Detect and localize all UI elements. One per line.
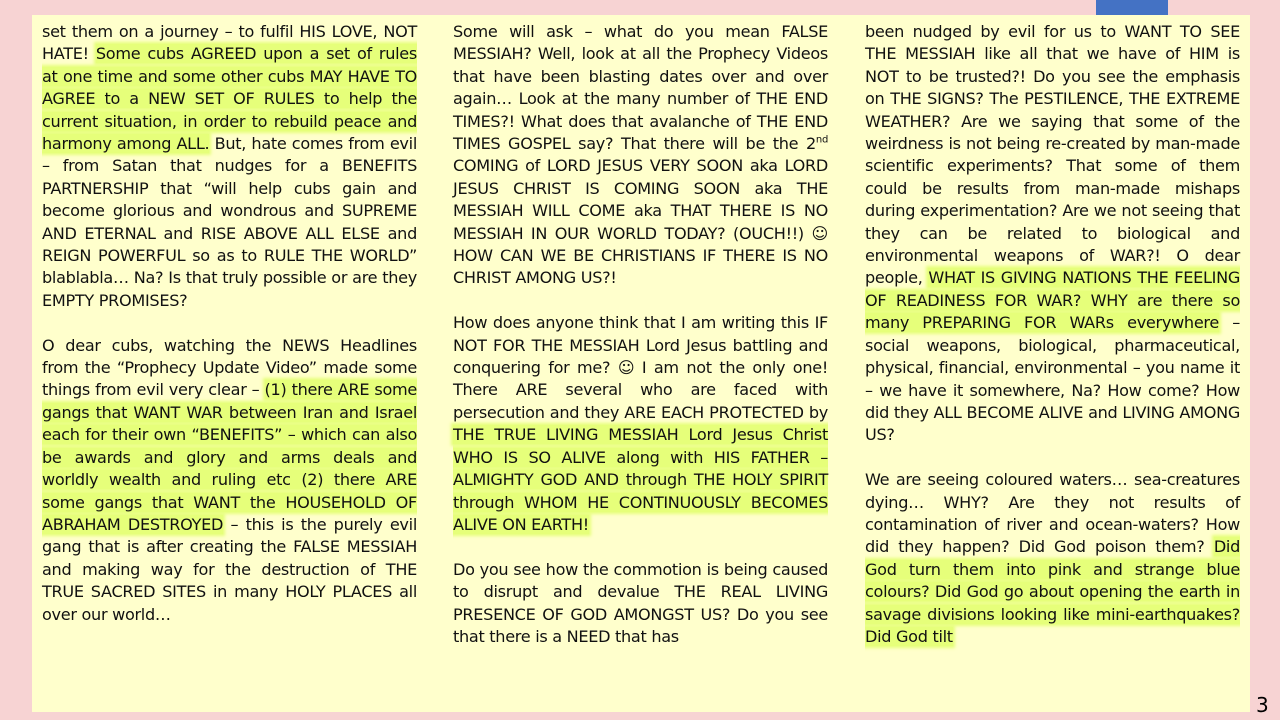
highlighted-text: Some cubs AGREED upon a set of rules at one time and some other cubs MAY HAVE TO AGREE to a NEW SET OF RULES to help the current situation, in order to rebuild peace and harmony among ALL. — [42, 44, 417, 154]
text-run: But, hate comes from evil – from Satan that nudges for a BENEFITS PARTNERSHIP that “will help cubs gain and become glorious and wondrous and SUPREME AND ETERNAL and RISE ABOVE ALL ELSE and REIGN POWERFUL so as to RULE THE WORLD” blablabla… Na? Is that truly possible or are they EMPTY PROMISES? — [42, 134, 417, 310]
text-run: COMING of LORD JESUS VERY SOON aka LORD JESUS CHRIST IS COMING SOON aka THE MESSIAH WILL COME aka THAT THERE IS NO MESSIAH IN OUR WORLD TODAY? (OUCH!!) ☺ HOW CAN WE BE CHRISTIANS IF THERE IS NO CHRIST AMONG US?! — [453, 156, 828, 288]
paragraph — [453, 559, 828, 649]
paragraph — [865, 469, 1240, 648]
text-run: Do you see how the commotion is being caused to disrupt and devalue THE REAL LIVING PRESENCE OF GOD AMONGST US? Do you see that there is a NEED that has — [453, 559, 828, 646]
paragraph — [42, 21, 417, 312]
text-run: set them on a journey – to fulfil HIS LOVE, NOT HATE! — [42, 22, 417, 64]
text-run: – this is the purely evil gang that is after creating the FALSE MESSIAH and making way for the destruction of THE TRUE SACRED SITES in many HOLY PLACES all over our world… — [42, 514, 417, 624]
text-column-3 — [865, 21, 1240, 671]
text-run: Some will ask – what do you mean FALSE MESSIAH? Well, look at all the Prophecy Videos that have been blasting dates over and over again… Look at the many number of THE END TIMES?! What does that avalanche of THE END TIMES GOSPEL say? That there will be the 2 — [453, 22, 828, 154]
page-number: 3 — [1256, 693, 1269, 717]
highlighted-text: Did God turn them into pink and strange blue colours? Did God go about opening the earth in savage divisions looking like mini-earthquakes? Did God tilt — [865, 537, 1240, 646]
text-run: O dear cubs, watching the NEWS Headlines from the “Prophecy Update Video” made some things from evil very clear – — [42, 335, 417, 400]
text-run: How does anyone think that I am writing this IF NOT FOR THE MESSIAH Lord Jesus battling and conquering for me? ☺ I am not the only one! There ARE several who are faced with persecution and they ARE EACH PROTECTED by — [453, 313, 828, 422]
text-column-2 — [453, 21, 828, 671]
paragraph — [42, 335, 417, 626]
paragraph — [865, 21, 1240, 447]
highlighted-text: THE TRUE LIVING MESSIAH Lord Jesus Christ WHO IS SO ALIVE along with HIS FATHER – ALMIGHTY GOD AND through THE HOLY SPIRIT through WHOM HE CONTINUOUSLY BECOMES ALIVE ON EARTH! — [453, 425, 828, 534]
superscript-text: nd — [815, 134, 828, 146]
document-page — [32, 15, 1250, 712]
paragraph — [453, 312, 828, 536]
highlighted-text: WHAT IS GIVING NATIONS THE FEELING OF READINESS FOR WAR? WHY are there so many PREPARING FOR WARs everywhere — [865, 268, 1240, 333]
paragraph — [453, 21, 828, 290]
accent-tab — [1096, 0, 1168, 15]
text-column-1 — [42, 21, 417, 648]
text-run: – social weapons, biological, pharmaceutical, physical, financial, environmental – you name it – we have it somewhere, Na? How come? How did they ALL BECOME ALIVE and LIVING AMONG US? — [865, 313, 1240, 445]
text-run: been nudged by evil for us to WANT TO SEE THE MESSIAH like all that we have of HIM is NOT to be trusted?! Do you see the emphasis on THE SIGNS? The PESTILENCE, THE EXTREME WEATHER? Are we saying that some of the weirdness is not being re-created by man-made scientific experiments? That some of them could be results from man-made mishaps during experimentation? Are we not seeing that they can be related to biological and environmental weapons of WAR?! O dear people, — [865, 22, 1240, 288]
text-run: We are seeing coloured waters… sea-creatures dying… WHY? Are they not results of contamination of river and ocean-waters? How did they happen? Did God poison them? — [865, 470, 1240, 557]
highlighted-text: (1) there ARE some gangs that WANT WAR between Iran and Israel each for their own “BENEFITS” – which can also be awards and glory and arms deals and worldly wealth and ruling etc (2) there ARE some gangs that WANT the HOUSEHOLD OF ABRAHAM DESTROYED — [42, 380, 417, 534]
